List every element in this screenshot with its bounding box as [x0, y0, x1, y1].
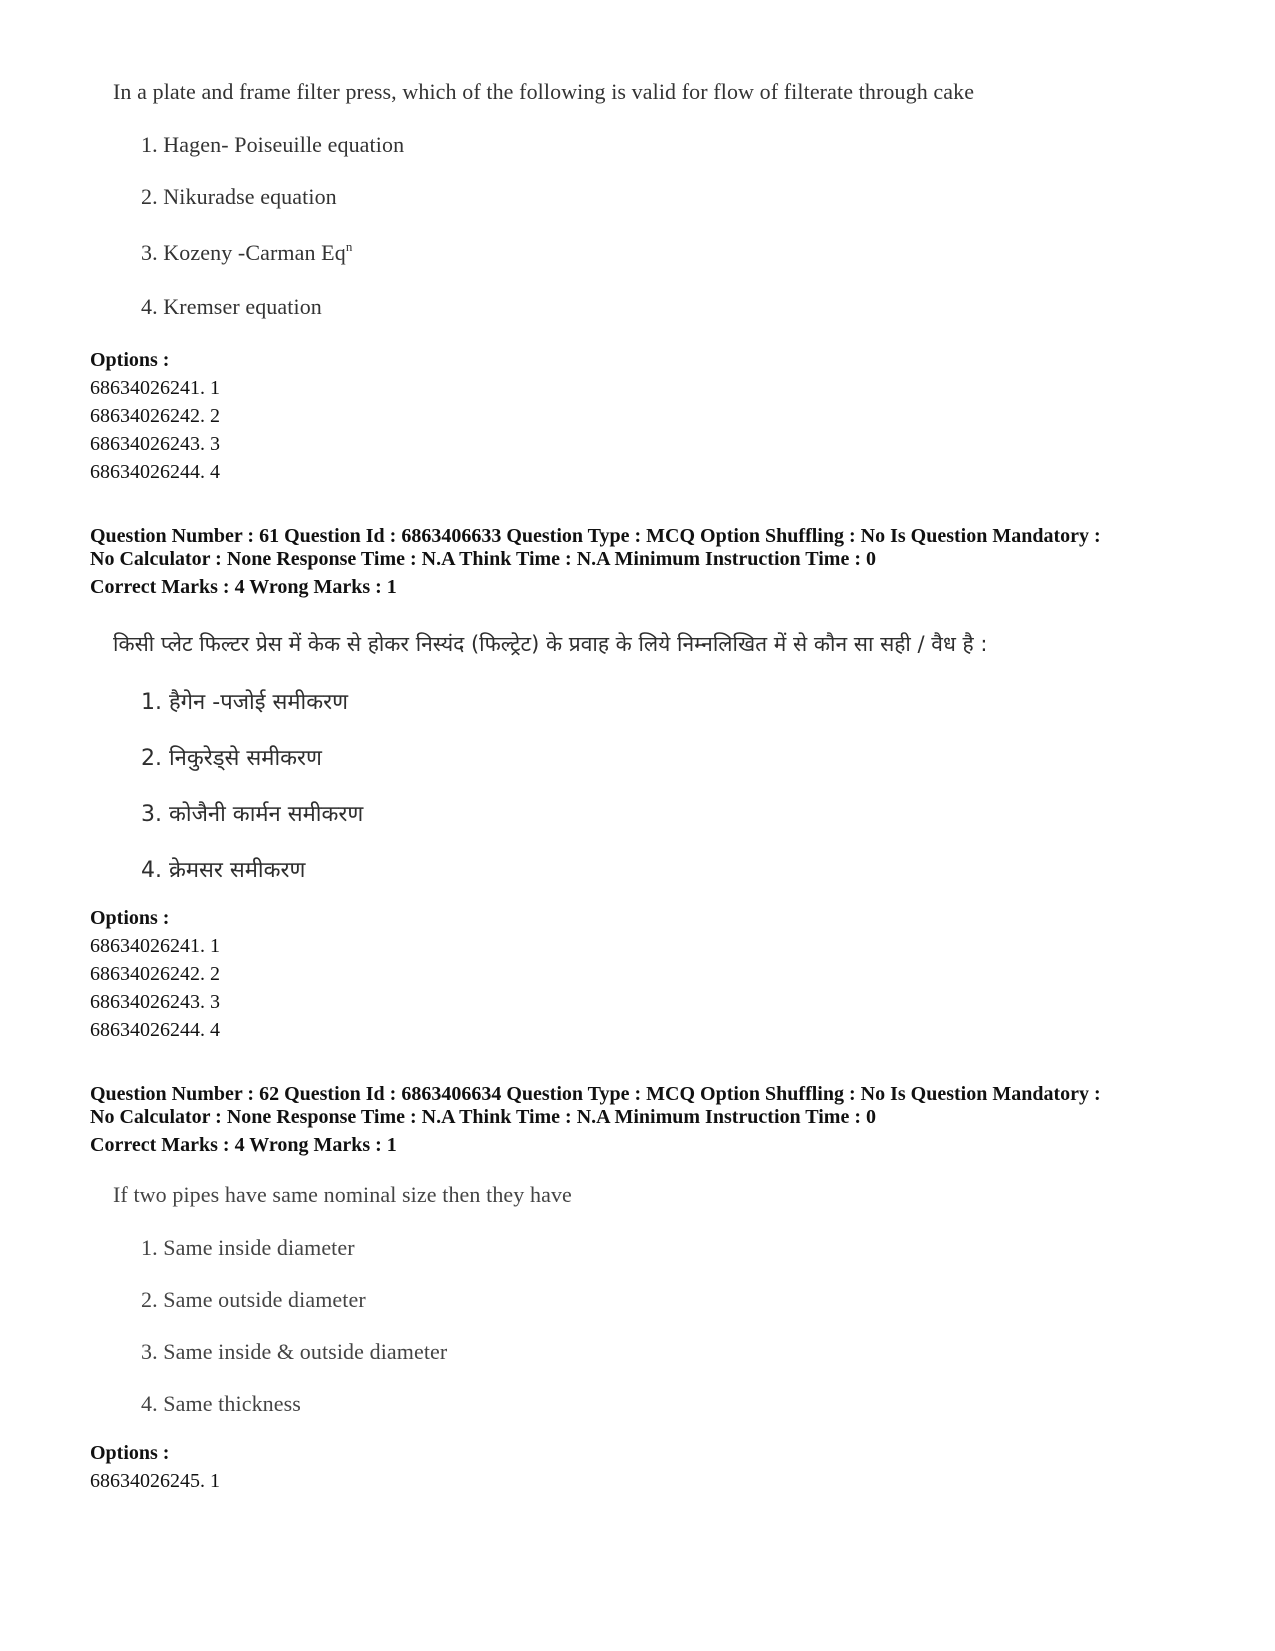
choice-item: 1. Same inside diameter: [141, 1235, 355, 1260]
choice-text: 3. Kozeny -Carman Eq: [141, 240, 346, 265]
option-line: 68634026242. 2: [90, 963, 220, 985]
question-meta: No Calculator : None Response Time : N.A Think Time : N.A Minimum Instruction Time : 0: [90, 548, 876, 570]
choice-item: 2. निकुरेड्से समीकरण: [141, 746, 322, 771]
options-label: Options :: [90, 907, 170, 929]
choice-item: 1. हैगेन -पजोई समीकरण: [141, 690, 349, 715]
question-text: किसी प्लेट फिल्टर प्रेस में केक से होकर निस्यंद (फिल्ट्रेट) के प्रवाह के लिये निम्नलिखित में से कौन सा सही / वैध है :: [113, 632, 988, 656]
option-line: 68634026244. 4: [90, 461, 220, 483]
option-line: 68634026243. 3: [90, 991, 220, 1013]
options-label: Options :: [90, 1442, 170, 1464]
superscript: n: [345, 239, 353, 254]
choice-item: [141, 240, 352, 266]
choice-item: 1. Hagen- Poiseuille equation: [141, 132, 405, 157]
choice-item: 2. Same outside diameter: [141, 1287, 366, 1312]
option-line: 68634026241. 1: [90, 935, 220, 957]
question-meta: No Calculator : None Response Time : N.A Think Time : N.A Minimum Instruction Time : 0: [90, 1106, 876, 1128]
question-text: In a plate and frame filter press, which of the following is valid for flow of filterate through cake: [113, 79, 975, 104]
question-marks: Correct Marks : 4 Wrong Marks : 1: [90, 576, 397, 598]
choice-item: 3. Same inside & outside diameter: [141, 1339, 448, 1364]
choice-item: 4. Kremser equation: [141, 294, 322, 319]
options-label: Options :: [90, 349, 170, 371]
choice-item: 3. कोजैनी कार्मन समीकरण: [141, 802, 364, 827]
option-line: 68634026245. 1: [90, 1470, 220, 1492]
option-line: 68634026244. 4: [90, 1019, 220, 1041]
question-marks: Correct Marks : 4 Wrong Marks : 1: [90, 1134, 397, 1156]
question-meta: Question Number : 62 Question Id : 6863406634 Question Type : MCQ Option Shuffling : No Is Question Mandatory :: [90, 1083, 1101, 1105]
option-line: 68634026241. 1: [90, 377, 220, 399]
option-line: 68634026242. 2: [90, 405, 220, 427]
question-meta: Question Number : 61 Question Id : 6863406633 Question Type : MCQ Option Shuffling : No Is Question Mandatory :: [90, 525, 1101, 547]
choice-item: 2. Nikuradse equation: [141, 184, 337, 209]
option-line: 68634026243. 3: [90, 433, 220, 455]
question-text: If two pipes have same nominal size then they have: [113, 1182, 572, 1207]
choice-item: 4. क्रेमसर समीकरण: [141, 858, 306, 883]
choice-item: 4. Same thickness: [141, 1391, 301, 1416]
